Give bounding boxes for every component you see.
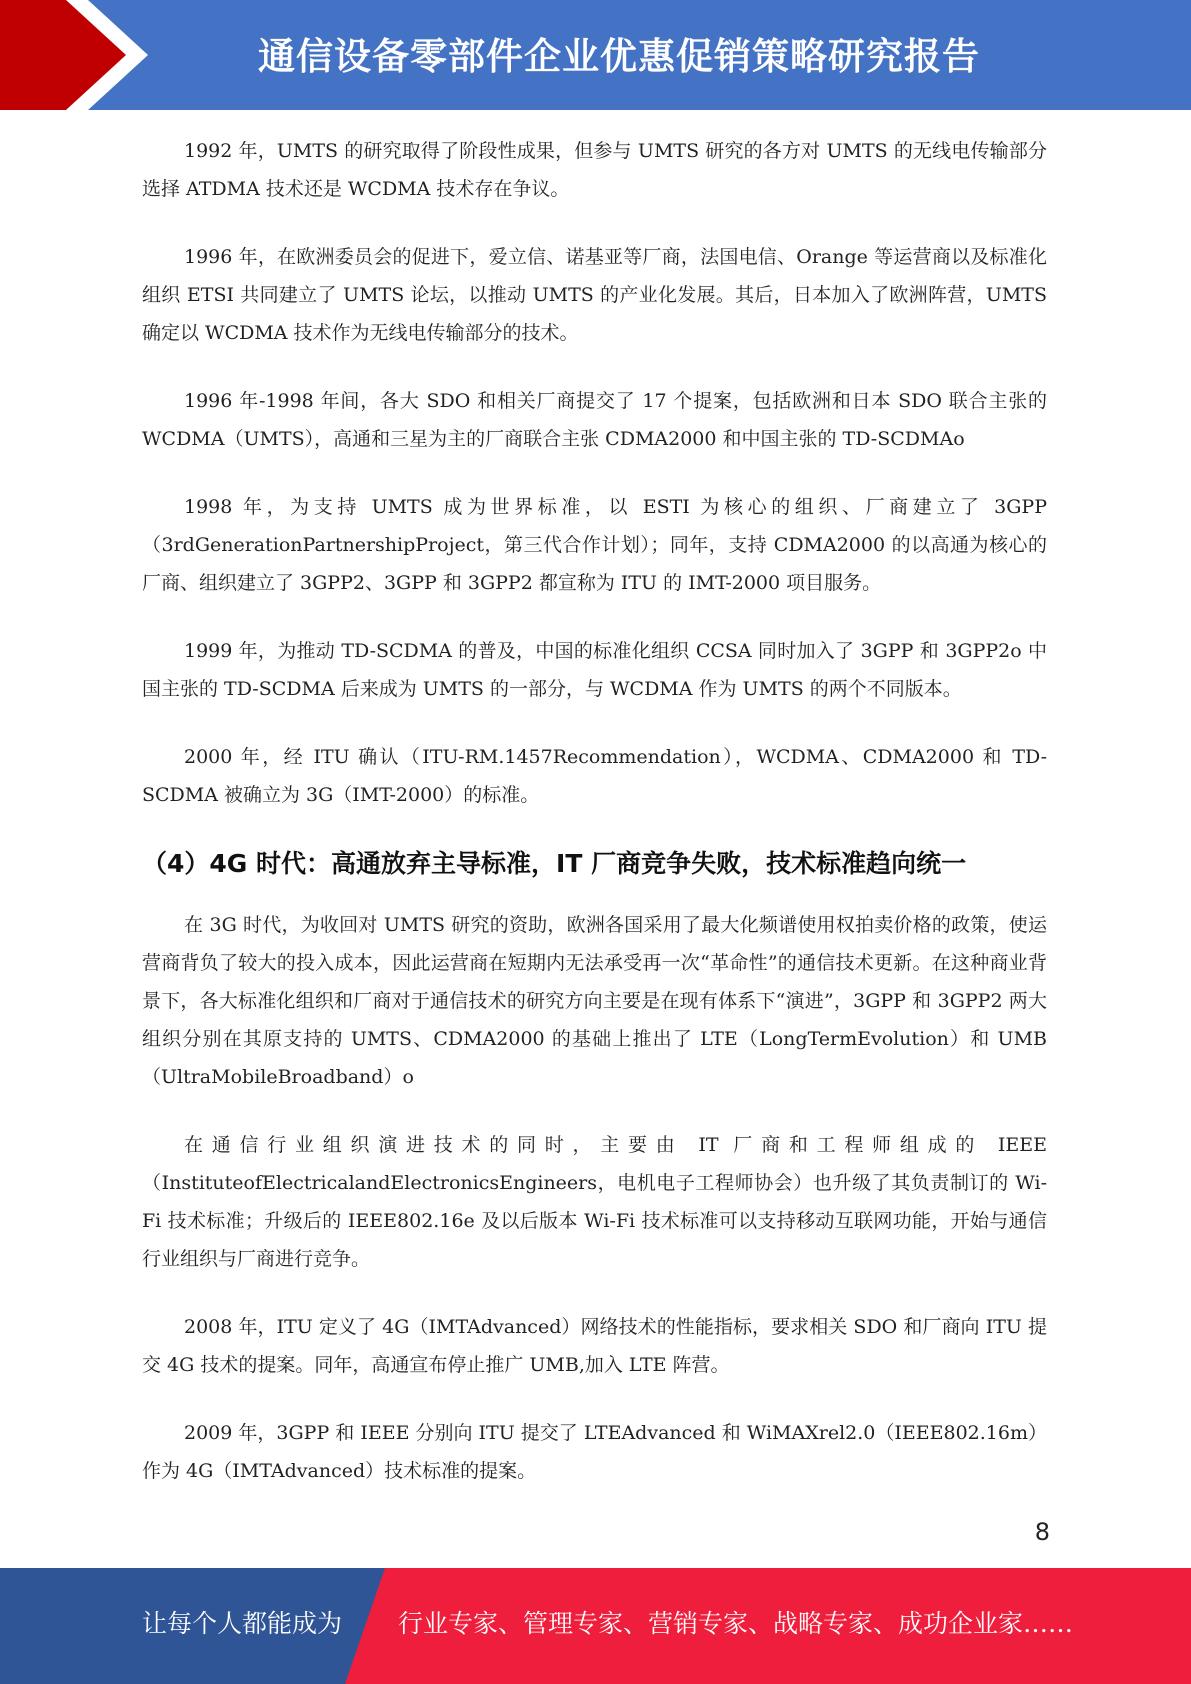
paragraph-1999-td-scdma: 1999 年，为推动 TD-SCDMA 的普及，中国的标准化组织 CCSA 同时加入了 3GPP 和 3GPP2o 中国主张的 TD-SCDMA 后来成为 UMTS 的一部分，与 WCDMA 作为 UMTS 的两个不同版本。 bbox=[142, 640, 1047, 700]
paragraph-1992: 1992 年，UMTS 的研究取得了阶段性成果，但参与 UMTS 研究的各方对 UMTS 的无线电传输部分选择 ATDMA 技术还是 WCDMA 技术存在争议。 bbox=[142, 140, 1047, 200]
paragraph-1996-1998-proposals: 1996 年-1998 年间，各大 SDO 和相关厂商提交了 17 个提案，包括欧洲和日本 SDO 联合主张的 WCDMA（UMTS），高通和三星为主的厂商联合主张 CDMA2000 和中国主张的 TD-SCDMAo bbox=[142, 390, 1047, 450]
page-header bbox=[0, 0, 1191, 110]
paragraph-2009-proposals: 2009 年，3GPP 和 IEEE 分别向 ITU 提交了 LTEAdvanced 和 WiMAXrel2.0（IEEE802.16m）作为 4G（IMTAdvanced）技术标准的提案。 bbox=[142, 1422, 1047, 1482]
document-title: 通信设备零部件企业优惠促销策略研究报告 bbox=[258, 35, 980, 78]
paragraph-3g-era-evolution: 在 3G 时代，为收回对 UMTS 研究的资助，欧洲各国采用了最大化频谱使用权拍卖价格的政策，使运营商背负了较大的投入成本，因此运营商在短期内无法承受再一次“革命性”的通信技术更新。在这种商业背景下，各大标准化组织和厂商对于通信技术的研究方向主要是在现有体系下“演进”，3GPP 和 3GPP2 两大组织分别在其原支持的 UMTS、CDMA2000 的基础上推出了 LTE（LongTermEvolution）和 UMB（UltraMobileBroadband）o bbox=[142, 914, 1047, 1088]
paragraph-2008-itu-4g: 2008 年，ITU 定义了 4G（IMTAdvanced）网络技术的性能指标，要求相关 SDO 和厂商向 ITU 提交 4G 技术的提案。同年，高通宣布停止推广 UMB,加入 LTE 阵营。 bbox=[142, 1316, 1047, 1376]
footer-slogan-left: 让每个人都能成为 bbox=[142, 1609, 343, 1638]
paragraph-ieee-wifi: 在通信行业组织演进技术的同时，主要由 IT 厂商和工程师组成的 IEEE（InstituteofElectricalandElectronicsEngineers，电机电子工程师协会）也升级了其负责制订的 Wi-Fi 技术标准；升级后的 IEEE802.16e 及以后版本 Wi-Fi 技术标准可以支持移动互联网功能，开始与通信行业组织与厂商进行竞争。 bbox=[142, 1134, 1047, 1270]
section-heading-4g: （4）4G 时代：高通放弃主导标准，IT 厂商竞争失败，技术标准趋向统一 bbox=[142, 849, 967, 878]
page-footer bbox=[0, 1568, 1191, 1684]
paragraph-2000-itu: 2000 年，经 ITU 确认（ITU-RM.1457Recommendation），WCDMA、CDMA2000 和 TD-SCDMA 被确立为 3G（IMT-2000）的标准。 bbox=[142, 746, 1047, 806]
paragraph-1998-3gpp: 1998 年，为支持 UMTS 成为世界标准，以 ESTI 为核心的组织、厂商建立了 3GPP（3rdGenerationPartnershipProject，第三代合作计划）；同年，支持 CDMA2000 的以高通为核心的厂商、组织建立了 3GPP2、3GPP 和 3GPP2 都宣称为 ITU 的 IMT-2000 项目服务。 bbox=[142, 496, 1047, 594]
page-number: 8 bbox=[1034, 1518, 1050, 1546]
footer-slogan-right: 行业专家、管理专家、营销专家、战略专家、成功企业家…… bbox=[398, 1609, 1074, 1638]
page-body bbox=[142, 132, 1047, 1520]
paragraph-1996-umts-forum: 1996 年，在欧洲委员会的促进下，爱立信、诺基亚等厂商，法国电信、Orange 等运营商以及标准化组织 ETSI 共同建立了 UMTS 论坛，以推动 UMTS 的产业化发展。其后，日本加入了欧洲阵营，UMTS 确定以 WCDMA 技术作为无线电传输部分的技术。 bbox=[142, 246, 1047, 344]
